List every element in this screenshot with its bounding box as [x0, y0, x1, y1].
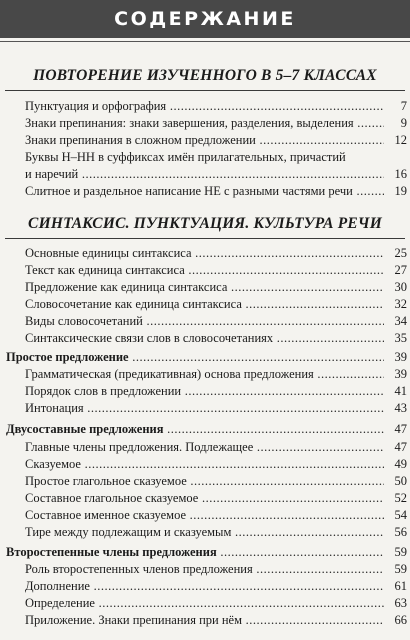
toc-entry[interactable]	[0, 114, 410, 132]
toc-entry-title: Составное именное сказуемое .....	[25, 506, 384, 524]
toc-entry[interactable]	[0, 97, 410, 115]
toc-entry-page: 12	[394, 133, 407, 147]
toc-entry-page: 16	[394, 167, 407, 181]
section-divider	[5, 90, 405, 91]
toc-entry-title: Простое глагольное сказуемое .....	[25, 472, 384, 490]
toc-entry[interactable]	[0, 560, 410, 578]
toc-entry-page: 59	[394, 545, 407, 559]
toc-entry-page: 47	[394, 422, 407, 436]
toc-entry-title: Знаки препинания в сложном предложении .....	[25, 131, 384, 149]
toc-entry-title: Текст как единица синтаксиса .....	[25, 261, 384, 279]
toc-entry-title: Словосочетание как единица синтаксиса .....	[25, 295, 384, 313]
toc-entry-title: Синтаксические связи слов в словосочетаниях .....	[25, 329, 384, 347]
toc-chapter[interactable]	[0, 420, 410, 438]
toc-entry[interactable]	[0, 312, 410, 330]
toc-entry-page: 7	[400, 99, 407, 113]
toc-entry-page: 9	[400, 116, 407, 130]
toc-entry[interactable]	[0, 382, 410, 400]
toc-entry-title: Главные члены предложения. Подлежащее .....	[25, 438, 384, 456]
toc-entry[interactable]	[0, 261, 410, 279]
toc-entry-title: Пунктуация и орфография .....	[25, 97, 384, 115]
toc-entry-page: 35	[394, 331, 407, 345]
toc-entry-page: 54	[394, 508, 407, 522]
toc-entry-page: 50	[394, 474, 407, 488]
section-divider	[5, 238, 405, 239]
page-title	[0, 0, 410, 38]
toc-entry-title: Виды словосочетаний .....	[25, 312, 384, 330]
toc-entry-title: Слитное и раздельное написание НЕ с разными частями речи .....	[25, 182, 384, 200]
toc-chapter-title: Второстепенные члены предложения .....	[6, 543, 384, 561]
toc-entry-title: Основные единицы синтаксиса .....	[25, 244, 384, 262]
toc-entry[interactable]	[0, 577, 410, 595]
toc-entry[interactable]	[0, 182, 410, 200]
toc-entry[interactable]	[0, 131, 410, 149]
toc-entry[interactable]	[0, 438, 410, 456]
toc-entry[interactable]	[0, 295, 410, 313]
toc-entry-page: 27	[394, 263, 407, 277]
toc-entry-page: 47	[394, 440, 407, 454]
toc-entry[interactable]	[0, 365, 410, 383]
toc-entry-page: 66	[394, 613, 407, 627]
toc-entry[interactable]	[0, 506, 410, 524]
toc-entry-page: 63	[394, 596, 407, 610]
toc-entry-title: Приложение. Знаки препинания при нём .....	[25, 611, 384, 629]
toc-entry[interactable]	[0, 523, 410, 541]
toc-entry-page: 56	[394, 525, 407, 539]
toc-entry-title: Дополнение .....	[25, 577, 384, 595]
toc-entry[interactable]	[0, 165, 410, 183]
toc-entry-title: Составное глагольное сказуемое .....	[25, 489, 384, 507]
page-title-text: СОДЕРЖАНИЕ	[114, 8, 296, 30]
toc-entry[interactable]	[0, 244, 410, 262]
toc-chapter[interactable]	[0, 348, 410, 366]
toc-entry-title: Роль второстепенных членов предложения .....	[25, 560, 384, 578]
toc-entry[interactable]	[0, 472, 410, 490]
toc-entry-title: Предложение как единица синтаксиса .....	[25, 278, 384, 296]
toc-entry-page: 43	[394, 401, 407, 415]
toc-entry-title-line1[interactable]: Буквы Н–НН в суффиксах имён прилагательных, причастий	[25, 150, 346, 164]
toc-chapter[interactable]	[0, 543, 410, 561]
header-divider	[0, 41, 410, 42]
toc-entry-title-line2: и наречий .....	[25, 165, 384, 183]
toc-entry-page: 41	[394, 384, 407, 398]
toc-entry-page: 59	[394, 562, 407, 576]
toc-entry-page: 39	[394, 367, 407, 381]
toc-entry-page: 49	[394, 457, 407, 471]
toc-chapter-title: Простое предложение .....	[6, 348, 384, 366]
toc-entry-page: 34	[394, 314, 407, 328]
section-title: ПОВТОРЕНИЕ ИЗУЧЕННОГО В 5–7 КЛАССАХ	[33, 67, 377, 84]
section-title: СИНТАКСИС. ПУНКТУАЦИЯ. КУЛЬТУРА РЕЧИ	[28, 215, 382, 232]
toc-entry[interactable]	[0, 399, 410, 417]
toc-chapter-title: Двусоставные предложения .....	[6, 420, 384, 438]
toc-entry-page: 52	[394, 491, 407, 505]
toc-entry-page: 19	[394, 184, 407, 198]
toc-entry[interactable]	[0, 489, 410, 507]
toc-entry-title: Порядок слов в предложении .....	[25, 382, 384, 400]
toc-entry[interactable]	[0, 455, 410, 473]
toc-entry[interactable]	[0, 329, 410, 347]
toc-entry-title: Интонация .....	[25, 399, 384, 417]
toc-entry-title: Знаки препинания: знаки завершения, разделения, выделения .....	[25, 114, 384, 132]
toc-entry[interactable]	[0, 594, 410, 612]
toc-entry[interactable]	[0, 278, 410, 296]
toc-entry-page: 25	[394, 246, 407, 260]
toc-entry[interactable]	[0, 611, 410, 629]
toc-entry-page: 61	[394, 579, 407, 593]
toc-entry-page: 39	[394, 350, 407, 364]
toc-entry-title: Грамматическая (предикативная) основа предложения .....	[25, 365, 384, 383]
toc-entry-title: Тире между подлежащим и сказуемым .....	[25, 523, 384, 541]
toc-entry-page: 30	[394, 280, 407, 294]
toc-entry-title: Сказуемое .....	[25, 455, 384, 473]
toc-entry-title: Определение .....	[25, 594, 384, 612]
toc-entry-page: 32	[394, 297, 407, 311]
